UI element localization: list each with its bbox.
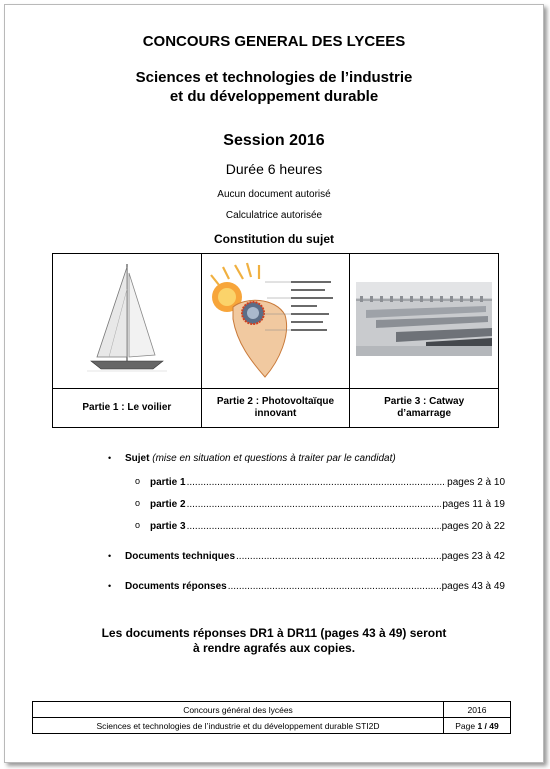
constitution-heading: Constitution du sujet (214, 232, 334, 246)
subtitle-line-1: Sciences et technologies de l’industrie (135, 69, 413, 86)
footer-year: 2016 (444, 702, 511, 718)
part-3-caption-line-1: Partie 3 : Catway (384, 396, 465, 407)
page-subtitle (5, 68, 543, 106)
final-note-line-2: à rendre agrafés aux copies. (192, 641, 356, 655)
toc-partie-3-label: o partie 3 (150, 521, 186, 532)
document-note: Aucun document autorisé (217, 189, 331, 200)
part-1-image-cell (53, 254, 202, 389)
page-footer (32, 701, 511, 734)
toc-partie-2 (105, 499, 505, 514)
page-title: CONCOURS GENERAL DES LYCEES (142, 33, 406, 50)
parts-table (52, 253, 499, 428)
part-3-image-cell (350, 254, 499, 389)
toc-partie-1-pages: pages 2 à 10 (447, 477, 505, 488)
part-2-caption (201, 389, 350, 428)
footer-page-number (444, 718, 511, 734)
part-1-caption: Partie 1 : Le voilier (53, 389, 202, 428)
toc-reponses-pages: pages 43 à 49 (441, 581, 505, 592)
catway-marina-image (356, 282, 492, 356)
part-2-caption-line-2: innovant (254, 408, 297, 419)
toc-partie-1 (105, 477, 505, 492)
toc-partie-3-pages: pages 20 à 22 (441, 521, 505, 532)
table-of-contents (105, 453, 505, 596)
leader-dots (187, 499, 442, 510)
toc-techniques-pages: pages 23 à 42 (441, 551, 505, 562)
session-title: Session 2016 (223, 132, 325, 149)
footer-page-count: 1 / 49 (477, 720, 499, 731)
subtitle-line-2: et du développement durable (169, 88, 379, 105)
duration: Durée 6 heures (225, 161, 323, 177)
document-page (4, 4, 544, 763)
toc-partie-1-label: o partie 1 (150, 477, 186, 488)
part-2-caption-line-1: Partie 2 : Photovoltaïque (216, 396, 335, 407)
footer-subject: Sciences et technologies de l’industrie et du développement durable STI2D (33, 718, 444, 734)
sailboat-image (87, 259, 167, 379)
part-2-image-cell (201, 254, 350, 389)
calculator-note: Calculatrice autorisée (225, 210, 323, 221)
toc-documents-reponses (105, 581, 505, 596)
final-note (5, 626, 543, 656)
toc-partie-2-label: o partie 2 (150, 499, 186, 510)
toc-sujet-note: (mise en situation et questions à traiter par le candidat) (152, 453, 396, 464)
part-3-caption (350, 389, 499, 428)
toc-reponses-label: • Documents réponses (125, 581, 227, 592)
photovoltaic-cell-image (205, 257, 345, 381)
leader-dots (228, 581, 441, 592)
toc-partie-3 (105, 521, 505, 536)
leader-dots (187, 477, 447, 488)
toc-sujet-label: Sujet (125, 453, 150, 464)
leader-dots (236, 551, 441, 562)
toc-documents-techniques (105, 551, 505, 566)
footer-page-prefix: Page (455, 720, 478, 731)
part-3-caption-line-2: d’amarrage (397, 408, 452, 419)
leader-dots (187, 521, 441, 532)
toc-partie-2-pages: pages 11 à 19 (442, 499, 505, 510)
final-note-line-1: Les documents réponses DR1 à DR11 (pages 43 à 49) seront (101, 626, 447, 640)
footer-contest-name: Concours général des lycées (33, 702, 444, 718)
toc-techniques-label: • Documents techniques (125, 551, 236, 562)
toc-sujet (105, 453, 505, 468)
